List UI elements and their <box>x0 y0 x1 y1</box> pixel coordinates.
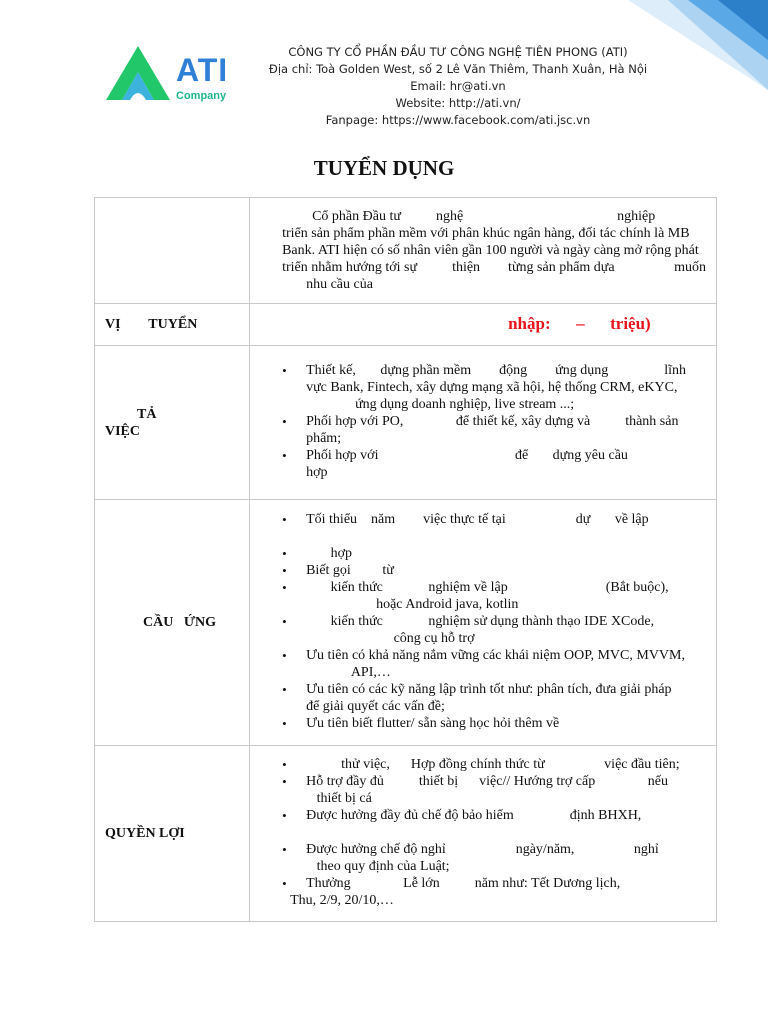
duties-list <box>276 362 706 481</box>
company-header <box>240 44 676 129</box>
list-item <box>306 413 706 447</box>
list-item <box>306 756 706 773</box>
duties-label-line-2: VIỆC <box>105 423 141 439</box>
benefit-2-line-1: • Hỗ trợ đầy đủ thiết bị việc// Hướng trợ cấp nếu <box>306 774 668 789</box>
list-item <box>306 613 706 647</box>
list-item <box>290 875 706 909</box>
req-5-line-1: • kiến thức nghiệm sử dụng thành thạo IDE XCode, <box>306 614 655 629</box>
requirements-label: CẦU ỨNG <box>95 500 250 746</box>
duty-1-line-3: ứng dụng doanh nghiệp, live stream ...; <box>306 397 575 412</box>
req-2-line-1: • hợp <box>306 546 352 561</box>
job-table <box>94 197 717 922</box>
req-1-line-1: • Tối thiểu năm việc thực tế tại dự về lập <box>306 512 649 527</box>
req-7-line-2: để giải quyết các vấn đề; <box>306 699 445 714</box>
list-item <box>306 715 706 732</box>
list-item <box>306 511 706 528</box>
company-website[interactable]: Website: http://ati.vn/ <box>395 96 521 110</box>
duties-label-line-1: TẢ <box>137 406 157 422</box>
intro-label-cell <box>95 198 250 304</box>
benefits-list <box>276 756 706 909</box>
list-item <box>306 807 706 824</box>
req-7-line-1: • Ưu tiên có các kỹ năng lập trình tốt như: phân tích, đưa giải pháp <box>306 682 672 697</box>
benefits-cell <box>250 746 717 922</box>
list-item <box>306 545 706 562</box>
list-item <box>306 647 706 681</box>
list-item <box>306 681 706 715</box>
intro-line-1: Cổ phần Đầu tư nghệ nghiệp <box>312 209 656 224</box>
logo-text: ATI <box>176 52 229 88</box>
list-item <box>306 447 706 481</box>
position-label: VỊ TUYỂN <box>95 304 250 346</box>
logo-mark-icon <box>100 42 176 106</box>
req-8-line-1: • Ưu tiên biết flutter/ sẵn sàng học hỏi thêm về <box>306 716 560 731</box>
duties-cell <box>250 346 717 500</box>
company-address: Địa chỉ: Toà Golden West, số 2 Lê Văn Thiêm, Thanh Xuân, Hà Nội <box>268 62 648 76</box>
company-email[interactable]: Email: hr@ati.vn <box>410 79 506 93</box>
position-row <box>95 304 717 346</box>
company-logo <box>100 42 240 106</box>
requirements-cell <box>250 500 717 746</box>
benefits-row <box>95 746 717 922</box>
duties-row <box>95 346 717 500</box>
requirements-list <box>276 511 706 732</box>
req-4-line-1: • kiến thức nghiệm về lập (Bắt buộc), <box>306 580 669 595</box>
benefits-label: QUYỀN LỢI <box>95 746 250 922</box>
page-title: TUYỂN DỤNG <box>313 156 455 180</box>
req-3-line-1: • Biết gọi từ <box>306 563 394 578</box>
duty-2-line-1: • Phối hợp với PO, để thiết kế, xây dựng và thành sản <box>306 414 679 429</box>
benefit-3-line-1: • Được hưởng đầy đủ chế độ bảo hiểm định BHXH, <box>306 808 642 823</box>
duty-1-line-1: • Thiết kế, dựng phần mềm động ứng dụng lĩnh <box>306 363 687 378</box>
logo-subtext: Company <box>176 90 227 102</box>
duty-2-line-2: phẩm; <box>306 431 342 446</box>
benefit-4-line-1: • Được hưởng chế độ nghỉ ngày/năm, nghỉ <box>306 842 659 857</box>
company-name: CÔNG TY CỔ PHẦN ĐẦU TƯ CÔNG NGHỆ TIÊN PHONG (ATI) <box>288 45 628 59</box>
list-item <box>306 579 706 613</box>
company-fanpage[interactable]: Fanpage: https://www.facebook.com/ati.jsc.vn <box>325 113 591 127</box>
intro-row <box>95 198 717 304</box>
intro-line-5: nhu cầu của <box>306 277 373 292</box>
benefit-5-line-1: • Thưởng Lễ lớn năm như: Tết Dương lịch, <box>306 876 621 891</box>
list-item <box>306 841 706 875</box>
duty-1-line-2: vực Bank, Fintech, xây dựng mạng xã hội, hệ thống CRM, eKYC, <box>306 380 678 395</box>
benefit-4-line-2: theo quy định của Luật; <box>306 859 450 874</box>
benefit-2-line-2: thiết bị cá <box>306 791 372 806</box>
salary-text: nhập: – triệu) <box>508 314 651 333</box>
position-cell <box>250 304 717 346</box>
req-6-line-1: • Ưu tiên có khả năng nắm vững các khái niệm OOP, MVC, MVVM, <box>306 648 685 663</box>
req-6-line-2: API,… <box>306 665 391 680</box>
intro-line-4: triển nhằm hướng tới sự thiện từng sản phẩm dựa muốn <box>282 260 706 275</box>
intro-line-3: Bank. ATI hiện có số nhân viên gần 100 người và ngày càng mở rộng phát <box>282 243 699 258</box>
duties-label <box>95 346 250 500</box>
duty-3-line-1: • Phối hợp với để dựng yêu cầu <box>306 448 628 463</box>
duty-3-line-2: hợp <box>306 465 328 480</box>
intro-cell <box>250 198 717 304</box>
req-5-line-2: công cụ hỗ trợ <box>306 631 475 646</box>
intro-line-2: triển sản phẩm phần mềm với phân khúc ngân hàng, đối tác chính là MB <box>282 226 690 241</box>
list-item <box>306 562 706 579</box>
requirements-row <box>95 500 717 746</box>
req-4-line-2: hoặc Android java, kotlin <box>306 597 519 612</box>
benefit-5-line-2: Thu, 2/9, 20/10,… <box>290 893 394 908</box>
list-item <box>306 773 706 807</box>
list-item <box>306 362 706 413</box>
benefit-1-line-1: • thử việc, Hợp đồng chính thức từ việc đầu tiên; <box>306 757 680 772</box>
